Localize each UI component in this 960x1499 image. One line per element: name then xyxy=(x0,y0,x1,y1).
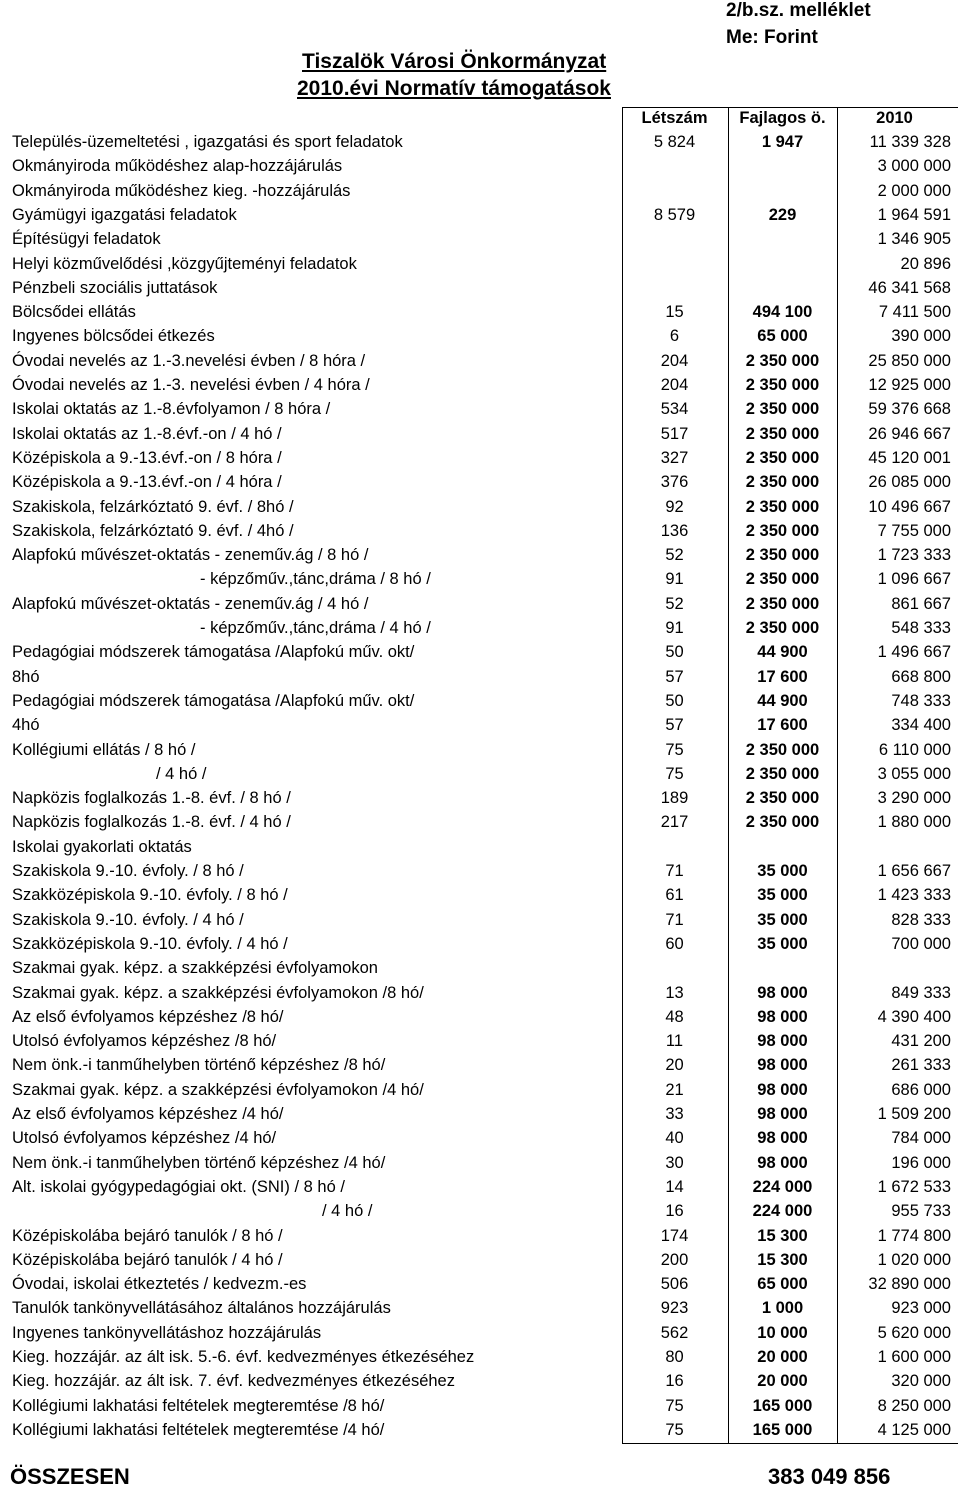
row-amount: 25 850 000 xyxy=(868,351,951,370)
row-label: Középiskola a 9.-13.évf.-on / 4 hóra / xyxy=(12,473,282,492)
row-count: 376 xyxy=(660,473,689,492)
row-count: 40 xyxy=(665,1129,684,1148)
row-label: Óvodai, iskolai étkeztetés / kedvezm.-es xyxy=(12,1275,307,1294)
row-amount: 26 085 000 xyxy=(868,473,951,492)
row-amount: 3 290 000 xyxy=(877,789,951,808)
row-amount: 1 723 333 xyxy=(877,546,951,565)
row-amount: 1 600 000 xyxy=(877,1348,951,1366)
row-amount: 2 000 000 xyxy=(877,181,951,200)
row-amount: 1 672 533 xyxy=(877,1177,951,1196)
table-row xyxy=(0,519,960,543)
table-row xyxy=(0,1005,960,1029)
row-label: Építésügyi feladatok xyxy=(12,230,161,249)
row-label: / 4 hó / xyxy=(156,764,207,783)
table-row xyxy=(0,1151,960,1175)
row-label: Óvodai nevelés az 1.-3. nevelési évben / 4 hóra / xyxy=(12,376,370,394)
row-count: 71 xyxy=(665,910,684,929)
table-row xyxy=(0,227,960,251)
row-amount: 1 509 200 xyxy=(877,1105,951,1123)
row-amount: 20 896 xyxy=(900,254,951,273)
row-count: 517 xyxy=(660,424,689,443)
column-header-rate: Fajlagos ö. xyxy=(739,109,826,127)
row-count: 60 xyxy=(665,934,684,953)
row-rate: 2 350 000 xyxy=(745,473,820,492)
table-row xyxy=(0,713,960,737)
row-amount: 1 656 667 xyxy=(877,862,951,880)
table-row xyxy=(0,422,960,446)
table-row xyxy=(0,1394,960,1418)
row-rate: 165 000 xyxy=(752,1420,813,1439)
row-amount: 4 390 400 xyxy=(877,1007,951,1026)
row-rate: 2 350 000 xyxy=(745,813,820,832)
row-rate: 2 350 000 xyxy=(745,789,820,808)
row-rate: 2 350 000 xyxy=(745,619,820,637)
row-rate: 10 000 xyxy=(757,1323,808,1342)
row-label: Középiskola a 9.-13.évf.-on / 8 hóra / xyxy=(12,448,282,467)
row-rate: 98 000 xyxy=(757,983,808,1002)
row-amount: 320 000 xyxy=(891,1372,951,1391)
row-label: Az első évfolyamos képzéshez /8 hó/ xyxy=(12,1007,284,1026)
row-amount: 10 496 667 xyxy=(868,497,951,516)
row-label: Kieg. hozzájár. az ált isk. 5.-6. évf. kedvezményes étkezéséhez xyxy=(12,1348,475,1366)
table-row xyxy=(0,859,960,883)
row-label: Alt. iskolai gyógypedagógiai okt. (SNI) / 8 hó / xyxy=(12,1177,345,1196)
table-row xyxy=(0,300,960,324)
table-row xyxy=(0,1369,960,1393)
row-label: Nem önk.-i tanműhelyben történő képzéshez /4 hó/ xyxy=(12,1153,386,1172)
row-amount: 12 925 000 xyxy=(868,376,951,394)
row-rate: 98 000 xyxy=(757,1032,808,1051)
row-amount: 5 620 000 xyxy=(877,1323,951,1342)
row-amount: 1 423 333 xyxy=(877,886,951,905)
row-rate: 2 350 000 xyxy=(745,448,820,467)
row-label: Kollégiumi lakhatási feltételek megteremtése /8 hó/ xyxy=(12,1396,385,1415)
row-rate: 17 600 xyxy=(757,667,808,686)
table-row xyxy=(0,786,960,810)
row-rate: 20 000 xyxy=(757,1348,808,1366)
row-label: Tanulók tankönyvellátásához általános hozzájárulás xyxy=(12,1299,391,1318)
row-amount: 3 000 000 xyxy=(877,157,951,176)
row-rate: 2 350 000 xyxy=(745,400,820,419)
table-row xyxy=(0,1296,960,1320)
row-rate: 2 350 000 xyxy=(745,424,820,443)
row-amount: 390 000 xyxy=(891,327,951,346)
table-row xyxy=(0,1029,960,1053)
row-rate: 35 000 xyxy=(757,862,808,880)
row-count: 534 xyxy=(660,400,689,419)
row-amount: 955 733 xyxy=(891,1202,951,1221)
row-count: 20 xyxy=(665,1056,684,1075)
table-row xyxy=(0,810,960,834)
row-count: 204 xyxy=(660,351,689,370)
row-label: Okmányiroda működéshez alap-hozzájárulás xyxy=(12,157,343,176)
row-count: 71 xyxy=(665,862,684,880)
row-count: 50 xyxy=(665,643,684,662)
table-row xyxy=(0,738,960,762)
row-count: 136 xyxy=(660,521,689,540)
column-header-count: Létszám xyxy=(641,109,708,127)
table-row xyxy=(0,689,960,713)
row-amount: 1 096 667 xyxy=(877,570,951,589)
row-rate: 224 000 xyxy=(752,1202,813,1221)
row-amount: 1 020 000 xyxy=(877,1250,951,1269)
row-amount: 923 000 xyxy=(891,1299,951,1318)
row-amount: 1 496 667 xyxy=(877,643,951,662)
row-amount: 59 376 668 xyxy=(868,400,951,419)
row-rate: 224 000 xyxy=(752,1177,813,1196)
row-label: 8hó xyxy=(12,667,40,686)
row-amount: 261 333 xyxy=(891,1056,951,1075)
row-rate: 44 900 xyxy=(757,643,808,662)
row-label: Kieg. hozzájár. az ált isk. 7. évf. kedvezményes étkezéséhez xyxy=(12,1372,455,1391)
row-label: Napközis foglalkozás 1.-8. évf. / 4 hó / xyxy=(12,813,291,832)
table-row xyxy=(0,397,960,421)
table-header-row xyxy=(0,106,960,130)
row-label: Helyi közművelődési ,közgyűjteményi feladatok xyxy=(12,254,357,273)
table-row xyxy=(0,154,960,178)
grid-vertical-line xyxy=(622,107,623,1443)
row-count: 5 824 xyxy=(653,133,696,151)
row-count: 11 xyxy=(665,1032,684,1051)
row-amount: 45 120 001 xyxy=(868,448,951,467)
row-amount: 861 667 xyxy=(891,594,951,613)
row-count: 200 xyxy=(660,1250,689,1269)
row-rate: 2 350 000 xyxy=(745,351,820,370)
row-rate: 20 000 xyxy=(757,1372,808,1391)
row-amount: 196 000 xyxy=(891,1153,951,1172)
table-row xyxy=(0,1175,960,1199)
row-rate: 65 000 xyxy=(757,1275,808,1294)
row-label: Szakközépiskola 9.-10. évfoly. / 4 hó / xyxy=(12,934,288,953)
row-rate: 494 100 xyxy=(752,303,813,322)
row-label: Alapfokú művészet-oktatás - zeneműv.ág / 4 hó / xyxy=(12,594,369,613)
row-label: 4hó xyxy=(12,716,40,735)
row-label: / 4 hó / xyxy=(322,1202,373,1221)
table-row xyxy=(0,932,960,956)
row-label: Középiskolába bejáró tanulók / 8 hó / xyxy=(12,1226,283,1245)
row-rate: 2 350 000 xyxy=(745,546,820,565)
total-value: 383 049 856 xyxy=(768,1464,891,1489)
row-count: 75 xyxy=(665,764,684,783)
table-row xyxy=(0,956,960,980)
row-count: 30 xyxy=(665,1153,684,1172)
row-label: Ingyenes tankönyvellátáshoz hozzájárulás xyxy=(12,1323,322,1342)
row-amount: 548 333 xyxy=(891,619,951,637)
row-count: 15 xyxy=(665,303,684,322)
row-count: 217 xyxy=(660,813,689,832)
row-count: 33 xyxy=(665,1105,684,1123)
row-rate: 2 350 000 xyxy=(745,594,820,613)
row-count: 92 xyxy=(665,497,684,516)
row-count: 21 xyxy=(665,1080,684,1099)
row-count: 50 xyxy=(665,691,684,710)
row-rate: 98 000 xyxy=(757,1056,808,1075)
row-label: Település-üzemeltetési , igazgatási és sport feladatok xyxy=(12,133,403,151)
row-label: Szakiskola 9.-10. évfoly. / 8 hó / xyxy=(12,862,244,880)
row-amount: 1 346 905 xyxy=(877,230,951,249)
row-count: 16 xyxy=(665,1372,684,1391)
row-label: Szakmai gyak. képz. a szakképzési évfolyamokon /8 hó/ xyxy=(12,983,424,1002)
row-rate: 229 xyxy=(768,205,797,224)
row-label: Óvodai nevelés az 1.-3.nevelési évben / 8 hóra / xyxy=(12,351,366,370)
table-row xyxy=(0,616,960,640)
row-count: 91 xyxy=(665,619,684,637)
row-amount: 784 000 xyxy=(891,1129,951,1148)
row-count: 174 xyxy=(660,1226,689,1245)
row-count: 562 xyxy=(660,1323,689,1342)
row-rate: 98 000 xyxy=(757,1153,808,1172)
row-amount: 849 333 xyxy=(891,983,951,1002)
row-count: 14 xyxy=(665,1177,684,1196)
row-rate: 2 350 000 xyxy=(745,376,820,394)
table-row xyxy=(0,179,960,203)
row-count: 61 xyxy=(665,886,684,905)
row-amount: 7 411 500 xyxy=(878,303,951,322)
row-label: Gyámügyi igazgatási feladatok xyxy=(12,205,237,224)
row-label: Szakmai gyak. képz. a szakképzési évfolyamokon /4 hó/ xyxy=(12,1080,424,1099)
document-title-municipality: Tiszalök Városi Önkormányzat xyxy=(302,50,607,73)
row-label: - képzőműv.,tánc,dráma / 4 hó / xyxy=(200,619,431,637)
row-count: 189 xyxy=(660,789,689,808)
row-label: Szakmai gyak. képz. a szakképzési évfolyamokon xyxy=(12,959,378,978)
row-amount: 1 880 000 xyxy=(877,813,951,832)
row-rate: 2 350 000 xyxy=(745,740,820,759)
row-count: 13 xyxy=(665,983,684,1002)
row-rate: 1 000 xyxy=(761,1299,804,1318)
row-label: Iskolai gyakorlati oktatás xyxy=(12,837,192,856)
row-amount: 334 400 xyxy=(891,716,951,735)
table-row xyxy=(0,324,960,348)
row-label: Szakiskola, felzárkóztató 9. évf. / 8hó / xyxy=(12,497,294,516)
table-row xyxy=(0,592,960,616)
row-count: 8 579 xyxy=(653,205,696,224)
row-rate: 165 000 xyxy=(752,1396,813,1415)
row-amount: 32 890 000 xyxy=(868,1275,951,1294)
row-label: Szakiskola, felzárkóztató 9. évf. / 4hó / xyxy=(12,521,294,540)
row-label: Szakközépiskola 9.-10. évfoly. / 8 hó / xyxy=(12,886,288,905)
row-rate: 15 300 xyxy=(757,1226,808,1245)
row-label: Okmányiroda működéshez kieg. -hozzájárulás xyxy=(12,181,351,200)
row-count: 75 xyxy=(665,740,684,759)
row-label: Ingyenes bölcsődei étkezés xyxy=(12,327,215,346)
row-count: 6 xyxy=(669,327,680,346)
row-amount: 686 000 xyxy=(891,1080,951,1099)
table-row xyxy=(0,1078,960,1102)
row-amount: 1 774 800 xyxy=(877,1226,951,1245)
table-row xyxy=(0,252,960,276)
table-row xyxy=(0,1053,960,1077)
table-row xyxy=(0,665,960,689)
row-rate: 35 000 xyxy=(757,886,808,905)
row-count: 204 xyxy=(660,376,689,394)
table-row xyxy=(0,1418,960,1442)
table-row xyxy=(0,203,960,227)
row-label: Szakiskola 9.-10. évfoly. / 4 hó / xyxy=(12,910,244,929)
row-label: Pedagógiai módszerek támogatása /Alapfokú műv. okt/ xyxy=(12,691,415,710)
grid-vertical-line xyxy=(728,107,729,1443)
table-row xyxy=(0,908,960,932)
row-label: Pedagógiai módszerek támogatása /Alapfokú műv. okt/ xyxy=(12,643,415,662)
column-header-amount: 2010 xyxy=(876,109,913,127)
row-amount: 11 339 328 xyxy=(869,133,951,151)
row-label: - képzőműv.,tánc,dráma / 8 hó / xyxy=(200,570,431,589)
row-rate: 17 600 xyxy=(757,716,808,735)
table-row xyxy=(0,1224,960,1248)
row-rate: 1 947 xyxy=(761,133,804,151)
row-label: Középiskolába bejáró tanulók / 4 hó / xyxy=(12,1250,283,1269)
row-amount: 8 250 000 xyxy=(877,1396,951,1415)
row-amount: 668 800 xyxy=(891,667,951,686)
row-amount: 26 946 667 xyxy=(868,424,951,443)
grid-horizontal-line xyxy=(622,107,958,108)
row-count: 57 xyxy=(665,716,684,735)
table-row xyxy=(0,640,960,664)
annex-label: 2/b.sz. melléklet xyxy=(726,0,871,21)
table-row xyxy=(0,883,960,907)
total-label: ÖSSZESEN xyxy=(10,1464,130,1489)
row-count: 91 xyxy=(665,570,684,589)
table-row xyxy=(0,1345,960,1369)
table-row xyxy=(0,762,960,786)
table-row xyxy=(0,567,960,591)
row-count: 327 xyxy=(660,448,689,467)
row-label: Nem önk.-i tanműhelyben történő képzéshez /8 hó/ xyxy=(12,1056,386,1075)
table-row xyxy=(0,495,960,519)
row-label: Napközis foglalkozás 1.-8. évf. / 8 hó / xyxy=(12,789,291,808)
table-row xyxy=(0,1102,960,1126)
row-amount: 3 055 000 xyxy=(877,764,951,783)
row-label: Kollégiumi ellátás / 8 hó / xyxy=(12,740,196,759)
row-amount: 6 110 000 xyxy=(878,740,951,759)
row-amount: 1 964 591 xyxy=(877,205,951,224)
row-label: Az első évfolyamos képzéshez /4 hó/ xyxy=(12,1105,284,1123)
table-row xyxy=(0,1248,960,1272)
row-rate: 15 300 xyxy=(757,1250,808,1269)
table-row xyxy=(0,349,960,373)
table-row xyxy=(0,1199,960,1223)
row-amount: 431 200 xyxy=(891,1032,951,1051)
row-rate: 2 350 000 xyxy=(745,521,820,540)
row-count: 16 xyxy=(665,1202,684,1221)
table-row xyxy=(0,1321,960,1345)
row-rate: 2 350 000 xyxy=(745,497,820,516)
document-title-subsidies: 2010.évi Normatív támogatások xyxy=(297,77,611,100)
row-count: 52 xyxy=(665,546,684,565)
table-row xyxy=(0,130,960,154)
row-rate: 35 000 xyxy=(757,910,808,929)
row-count: 75 xyxy=(665,1396,684,1415)
row-label: Alapfokú művészet-oktatás - zeneműv.ág / 8 hó / xyxy=(12,546,369,565)
row-rate: 98 000 xyxy=(757,1080,808,1099)
grid-vertical-line xyxy=(837,107,838,1443)
row-label: Utolsó évfolyamos képzéshez /4 hó/ xyxy=(12,1129,277,1148)
row-amount: 7 755 000 xyxy=(877,521,951,540)
row-label: Iskolai oktatás az 1.-8.évfolyamon / 8 hóra / xyxy=(12,400,331,419)
row-count: 48 xyxy=(665,1007,684,1026)
row-rate: 98 000 xyxy=(757,1129,808,1148)
table-row xyxy=(0,446,960,470)
row-amount: 46 341 568 xyxy=(868,278,951,297)
row-count: 75 xyxy=(665,1420,684,1439)
row-rate: 35 000 xyxy=(757,934,808,953)
row-rate: 2 350 000 xyxy=(745,570,820,589)
row-count: 923 xyxy=(660,1299,689,1318)
row-count: 52 xyxy=(665,594,684,613)
grid-horizontal-line xyxy=(622,1443,958,1444)
row-rate: 65 000 xyxy=(757,327,808,346)
table-row xyxy=(0,276,960,300)
currency-unit-label: Me: Forint xyxy=(726,27,818,48)
row-label: Kollégiumi lakhatási feltételek megteremtése /4 hó/ xyxy=(12,1420,385,1439)
table-row xyxy=(0,543,960,567)
row-label: Iskolai oktatás az 1.-8.évf.-on / 4 hó / xyxy=(12,424,282,443)
row-rate: 98 000 xyxy=(757,1105,808,1123)
row-amount: 828 333 xyxy=(891,910,951,929)
row-count: 80 xyxy=(665,1348,684,1366)
row-rate: 98 000 xyxy=(757,1007,808,1026)
row-count: 506 xyxy=(660,1275,689,1294)
row-amount: 4 125 000 xyxy=(877,1420,951,1439)
table-row xyxy=(0,1126,960,1150)
row-amount: 748 333 xyxy=(891,691,951,710)
table-row xyxy=(0,1272,960,1296)
table-row xyxy=(0,470,960,494)
row-rate: 2 350 000 xyxy=(745,764,820,783)
row-label: Pénzbeli szociális juttatások xyxy=(12,278,218,297)
table-row xyxy=(0,835,960,859)
row-label: Bölcsődei ellátás xyxy=(12,303,136,322)
table-row xyxy=(0,981,960,1005)
row-rate: 44 900 xyxy=(757,691,808,710)
row-amount: 700 000 xyxy=(891,934,951,953)
table-row xyxy=(0,373,960,397)
row-label: Utolsó évfolyamos képzéshez /8 hó/ xyxy=(12,1032,277,1051)
row-count: 57 xyxy=(665,667,684,686)
